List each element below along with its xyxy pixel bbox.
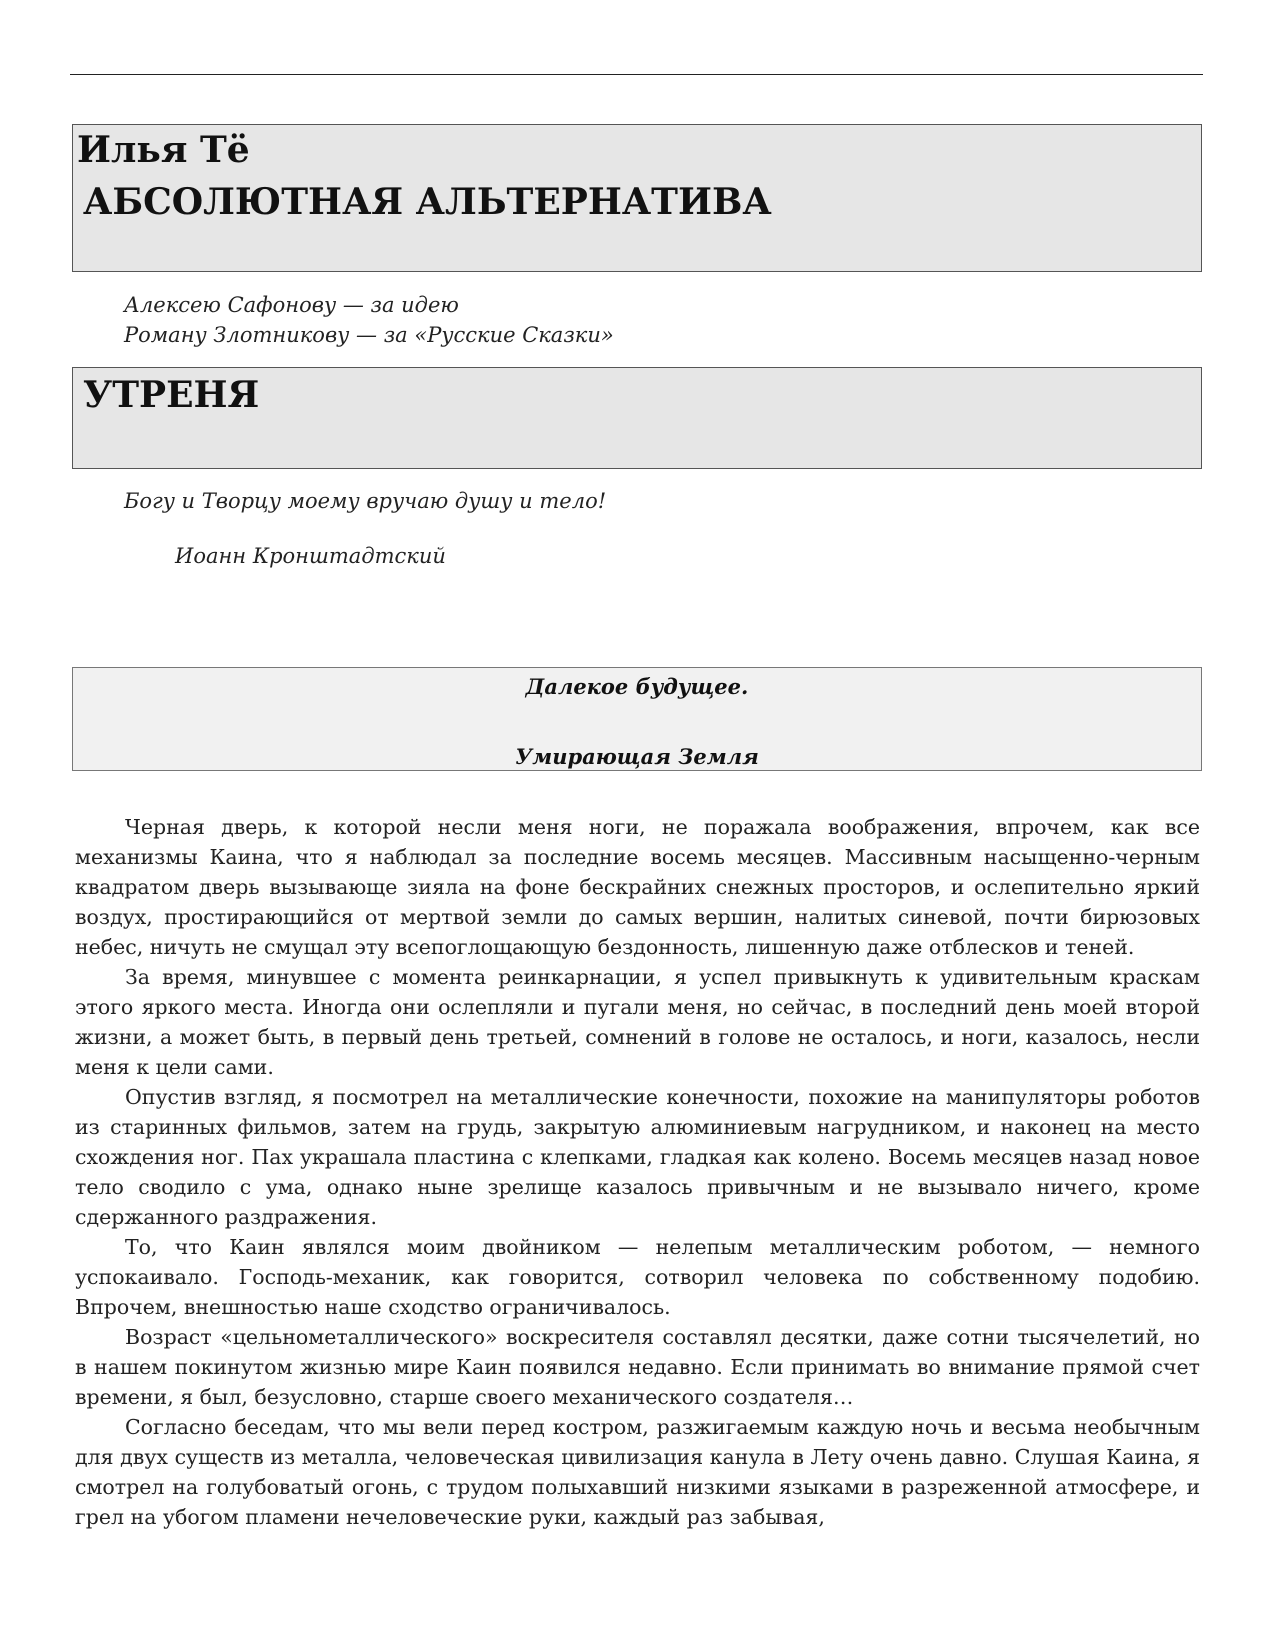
book-title: АБСОЛЮТНАЯ АЛЬТЕРНАТИВА [83,181,772,223]
dedication [124,290,614,350]
paragraph: За время, минувшее с момента реинкарнации, я успел привыкнуть к удивительным краскам этого яркого места. Иногда они ослепляли и пугали меня, но сейчас, в последний день моей второй жизни, а может быть, в первый день третьей, сомнений в голове не осталось, и ноги, казалось, несли меня к цели сами. [75,965,1200,1079]
section-box [72,367,1202,469]
epigraph-text: Богу и Творцу моему вручаю душу и тело! [124,489,607,513]
paragraph: Черная дверь, к которой несли меня ноги, не поражала воображения, впрочем, как все механизмы Каина, что я наблюдал за последние восемь месяцев. Массивным насыщенно-черным квадратом дверь вызывающе зияла на фоне бескрайних снежных просторов, и ослепительно яркий воздух, простирающийся от мертвой земли до самых вершин, налитых синевой, почти бирюзовых небес, ничуть не смущал эту всепоглощающую бездонность, лишенную даже отблесков и теней. [75,815,1200,959]
subtitle-line-1: Далекое будущее. [525,674,749,699]
paragraph: То, что Каин являлся моим двойником — нелепым металлическим роботом, — немного успокаивало. Господь-механик, как говорится, сотворил человека по собственному подобию. Впрочем, внешностью наше сходство ограничивалось. [75,1235,1200,1319]
paragraph: Опустив взгляд, я посмотрел на металлические конечности, похожие на манипуляторы роботов из старинных фильмов, затем на грудь, закрытую алюминиевым нагрудником, и наконец на место схождения ног. Пах украшала пластина с клепками, гладкая как колено. Восемь месяцев назад новое тело сводило с ума, однако ныне зрелище казалось привычным и не вызывало ничего, кроме сдержанного раздражения. [75,1085,1200,1229]
epigraph-author: Иоанн Кронштадтский [175,544,446,568]
section-title: УТРЕНЯ [83,374,260,416]
author-name: Илья Тё [77,129,250,171]
header-rule [70,74,1203,75]
subtitle-box [72,667,1202,771]
body-text [75,812,1200,1532]
subtitle-line-2: Умирающая Земля [515,744,759,769]
dedication-line: Алексею Сафонову — за идею [124,293,459,317]
paragraph: Возраст «цельнометаллического» воскресителя составлял десятки, даже сотни тысячелетий, но в нашем покинутом жизнью мире Каин появился недавно. Если принимать во внимание прямой счет времени, я был, безусловно, старше своего механического создателя… [75,1325,1200,1409]
dedication-line: Роману Злотникову — за «Русские Сказки» [124,323,614,347]
title-box [72,124,1202,272]
paragraph: Согласно беседам, что мы вели перед костром, разжигаемым каждую ночь и весьма необычным для двух существ из металла, человеческая цивилизация канула в Лету очень давно. Слушая Каина, я смотрел на голубоватый огонь, с трудом полыхавший низкими языками в разреженной атмосфере, и грел на убогом пламени нечеловеческие руки, каждый раз забывая, [75,1415,1200,1529]
